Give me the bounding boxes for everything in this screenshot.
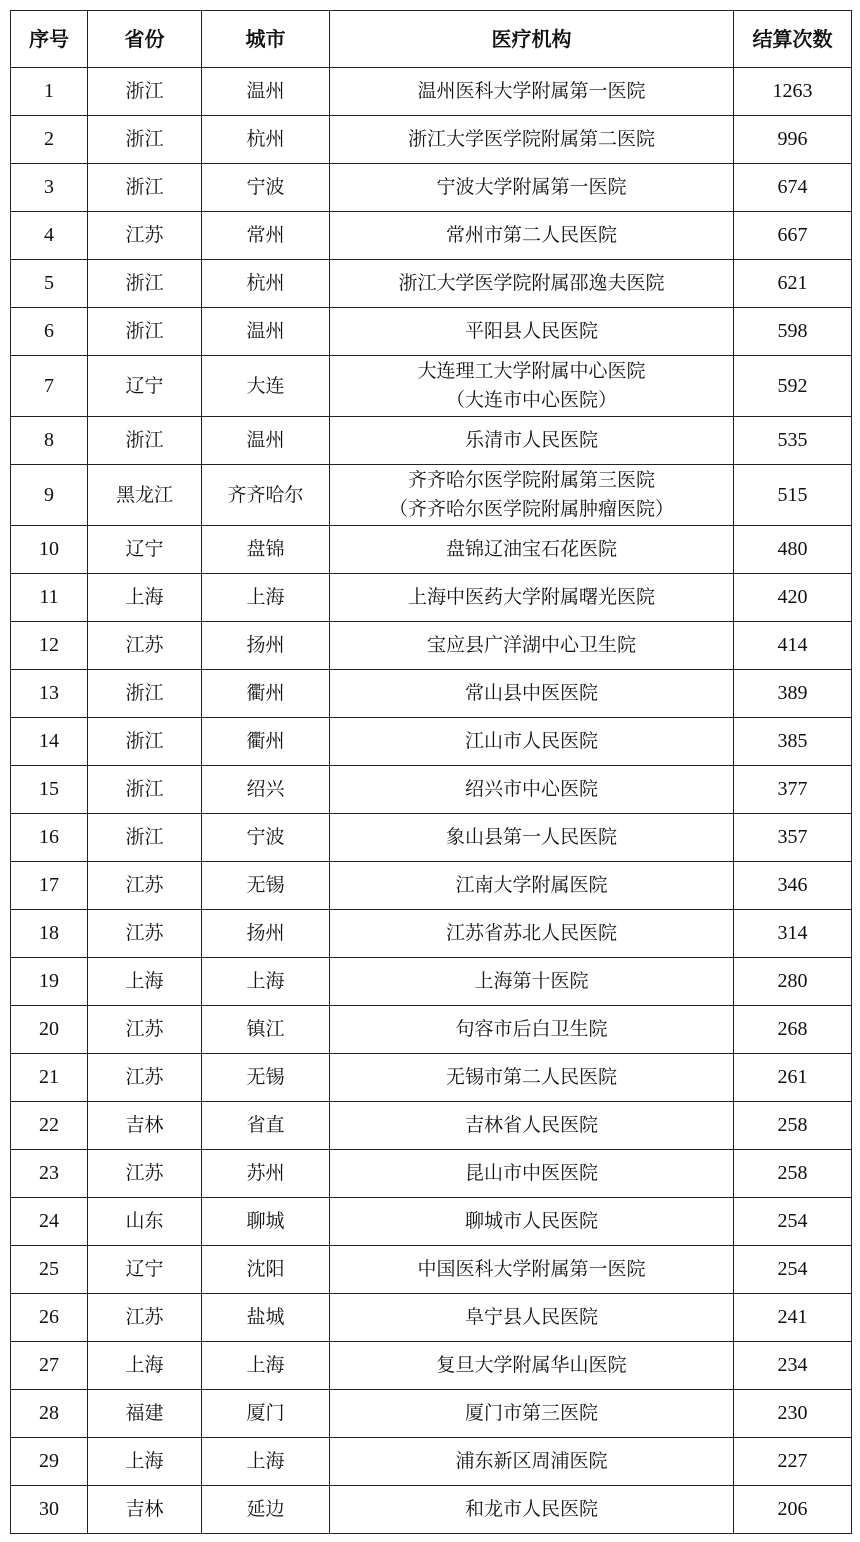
table-row: [11, 164, 852, 212]
cell-institution: [330, 670, 734, 718]
cell-institution: [330, 766, 734, 814]
table-row: [11, 356, 852, 417]
cell-province: 吉林: [88, 1486, 202, 1534]
table-row: [11, 260, 852, 308]
table-row: [11, 862, 852, 910]
cell-count: 389: [734, 670, 852, 718]
cell-count: 254: [734, 1246, 852, 1294]
table-row: [11, 1198, 852, 1246]
table-row: [11, 622, 852, 670]
cell-count: 996: [734, 116, 852, 164]
cell-institution: [330, 1342, 734, 1390]
header-index: 序号: [11, 11, 88, 68]
header-province: 省份: [88, 11, 202, 68]
cell-city: 宁波: [202, 164, 330, 212]
cell-province: 浙江: [88, 308, 202, 356]
institution-line: 聊城市人民医院: [464, 1210, 598, 1232]
table-row: [11, 1246, 852, 1294]
table-row: [11, 814, 852, 862]
cell-province: 福建: [88, 1390, 202, 1438]
cell-institution: [330, 1198, 734, 1246]
cell-city: 绍兴: [202, 766, 330, 814]
institution-line: 上海第十医院: [474, 970, 589, 992]
cell-city: 常州: [202, 212, 330, 260]
institution-line: 大连理工大学附属中心医院: [417, 360, 646, 382]
cell-institution: [330, 465, 734, 526]
institution-line: 上海中医药大学附属曙光医院: [407, 586, 655, 608]
cell-index: 24: [11, 1198, 88, 1246]
table-row: [11, 526, 852, 574]
cell-index: 29: [11, 1438, 88, 1486]
cell-city: 上海: [202, 958, 330, 1006]
table-row: [11, 670, 852, 718]
header-city: 城市: [202, 11, 330, 68]
table-row: [11, 574, 852, 622]
cell-city: 无锡: [202, 1054, 330, 1102]
cell-count: 535: [734, 417, 852, 465]
cell-city: 温州: [202, 417, 330, 465]
cell-city: 扬州: [202, 910, 330, 958]
institution-line: 浦东新区周浦医院: [455, 1450, 608, 1472]
cell-institution: [330, 1102, 734, 1150]
cell-index: 3: [11, 164, 88, 212]
table-row: [11, 1054, 852, 1102]
cell-count: 261: [734, 1054, 852, 1102]
table-row: [11, 958, 852, 1006]
cell-city: 大连: [202, 356, 330, 417]
cell-count: 254: [734, 1198, 852, 1246]
cell-count: 674: [734, 164, 852, 212]
cell-index: 10: [11, 526, 88, 574]
cell-index: 12: [11, 622, 88, 670]
institution-line: 常州市第二人民医院: [445, 224, 617, 246]
institution-line: 宁波大学附属第一医院: [436, 176, 627, 198]
cell-institution: [330, 417, 734, 465]
cell-city: 上海: [202, 1342, 330, 1390]
cell-city: 盘锦: [202, 526, 330, 574]
institution-line: 中国医科大学附属第一医院: [417, 1258, 646, 1280]
cell-institution: [330, 814, 734, 862]
cell-province: 浙江: [88, 417, 202, 465]
table-row: [11, 308, 852, 356]
cell-institution: [330, 164, 734, 212]
cell-city: 温州: [202, 308, 330, 356]
cell-institution: [330, 1486, 734, 1534]
cell-city: 延边: [202, 1486, 330, 1534]
cell-city: 沈阳: [202, 1246, 330, 1294]
cell-institution: [330, 308, 734, 356]
cell-province: 浙江: [88, 68, 202, 116]
header-institution: 医疗机构: [330, 11, 734, 68]
cell-count: 346: [734, 862, 852, 910]
table-row: [11, 116, 852, 164]
cell-index: 5: [11, 260, 88, 308]
institution-line: 绍兴市中心医院: [464, 778, 598, 800]
cell-province: 江苏: [88, 1054, 202, 1102]
cell-count: 227: [734, 1438, 852, 1486]
institution-line: 象山县第一人民医院: [445, 826, 617, 848]
cell-count: 314: [734, 910, 852, 958]
cell-count: 234: [734, 1342, 852, 1390]
cell-count: 357: [734, 814, 852, 862]
cell-city: 上海: [202, 1438, 330, 1486]
cell-province: 浙江: [88, 670, 202, 718]
cell-province: 浙江: [88, 814, 202, 862]
table-row: [11, 1342, 852, 1390]
cell-count: 280: [734, 958, 852, 1006]
cell-index: 13: [11, 670, 88, 718]
cell-institution: [330, 1054, 734, 1102]
cell-index: 22: [11, 1102, 88, 1150]
institution-line: 江山市人民医院: [464, 730, 598, 752]
cell-province: 浙江: [88, 260, 202, 308]
cell-institution: [330, 622, 734, 670]
table-row: [11, 910, 852, 958]
cell-province: 江苏: [88, 1006, 202, 1054]
cell-province: 浙江: [88, 718, 202, 766]
cell-institution: [330, 1390, 734, 1438]
cell-province: 浙江: [88, 164, 202, 212]
cell-index: 6: [11, 308, 88, 356]
table-row: [11, 465, 852, 526]
cell-index: 19: [11, 958, 88, 1006]
cell-city: 厦门: [202, 1390, 330, 1438]
cell-institution: [330, 718, 734, 766]
cell-index: 27: [11, 1342, 88, 1390]
cell-index: 9: [11, 465, 88, 526]
cell-city: 聊城: [202, 1198, 330, 1246]
cell-city: 温州: [202, 68, 330, 116]
cell-city: 齐齐哈尔: [202, 465, 330, 526]
table-row: [11, 1294, 852, 1342]
institution-line: 常山县中医医院: [464, 682, 598, 704]
header-row: [11, 11, 852, 68]
settlement-table: [10, 10, 852, 1534]
cell-province: 江苏: [88, 910, 202, 958]
institution-line: （齐齐哈尔医学院附属肿瘤医院）: [388, 498, 674, 520]
table-row: [11, 718, 852, 766]
cell-index: 2: [11, 116, 88, 164]
cell-province: 江苏: [88, 1150, 202, 1198]
institution-line: 复旦大学附属华山医院: [436, 1354, 627, 1376]
cell-institution: [330, 574, 734, 622]
table-row: [11, 417, 852, 465]
cell-count: 258: [734, 1150, 852, 1198]
cell-count: 667: [734, 212, 852, 260]
cell-province: 浙江: [88, 116, 202, 164]
cell-index: 20: [11, 1006, 88, 1054]
cell-province: 上海: [88, 574, 202, 622]
cell-province: 浙江: [88, 766, 202, 814]
table-row: [11, 212, 852, 260]
cell-institution: [330, 1246, 734, 1294]
cell-count: 230: [734, 1390, 852, 1438]
cell-institution: [330, 212, 734, 260]
cell-index: 8: [11, 417, 88, 465]
cell-province: 吉林: [88, 1102, 202, 1150]
cell-count: 592: [734, 356, 852, 417]
institution-line: 江南大学附属医院: [455, 874, 608, 896]
cell-institution: [330, 68, 734, 116]
institution-line: 温州医科大学附属第一医院: [417, 80, 646, 102]
cell-count: 258: [734, 1102, 852, 1150]
institution-line: 乐清市人民医院: [464, 429, 598, 451]
cell-institution: [330, 910, 734, 958]
cell-index: 26: [11, 1294, 88, 1342]
institution-line: 无锡市第二人民医院: [445, 1066, 617, 1088]
cell-institution: [330, 356, 734, 417]
cell-index: 1: [11, 68, 88, 116]
cell-count: 621: [734, 260, 852, 308]
table-row: [11, 1486, 852, 1534]
cell-institution: [330, 1006, 734, 1054]
cell-count: 598: [734, 308, 852, 356]
cell-city: 苏州: [202, 1150, 330, 1198]
institution-line: 吉林省人民医院: [464, 1114, 598, 1136]
cell-index: 25: [11, 1246, 88, 1294]
institution-line: 江苏省苏北人民医院: [445, 922, 617, 944]
cell-institution: [330, 1438, 734, 1486]
cell-city: 扬州: [202, 622, 330, 670]
cell-index: 16: [11, 814, 88, 862]
cell-count: 268: [734, 1006, 852, 1054]
cell-city: 盐城: [202, 1294, 330, 1342]
cell-institution: [330, 1150, 734, 1198]
cell-count: 206: [734, 1486, 852, 1534]
cell-province: 辽宁: [88, 356, 202, 417]
cell-province: 山东: [88, 1198, 202, 1246]
table-row: [11, 68, 852, 116]
cell-index: 23: [11, 1150, 88, 1198]
cell-institution: [330, 862, 734, 910]
cell-institution: [330, 1294, 734, 1342]
cell-institution: [330, 260, 734, 308]
cell-index: 11: [11, 574, 88, 622]
cell-province: 上海: [88, 1342, 202, 1390]
cell-count: 414: [734, 622, 852, 670]
institution-line: 平阳县人民医院: [464, 320, 598, 342]
cell-province: 辽宁: [88, 1246, 202, 1294]
table-row: [11, 1102, 852, 1150]
table-row: [11, 1006, 852, 1054]
cell-province: 江苏: [88, 1294, 202, 1342]
cell-index: 14: [11, 718, 88, 766]
cell-count: 385: [734, 718, 852, 766]
cell-province: 江苏: [88, 212, 202, 260]
settlement-table-container: [10, 10, 851, 1534]
cell-index: 17: [11, 862, 88, 910]
cell-institution: [330, 526, 734, 574]
institution-line: （大连市中心医院）: [445, 389, 617, 411]
cell-count: 377: [734, 766, 852, 814]
cell-count: 241: [734, 1294, 852, 1342]
institution-line: 和龙市人民医院: [464, 1498, 598, 1520]
cell-province: 江苏: [88, 622, 202, 670]
cell-province: 上海: [88, 958, 202, 1006]
cell-index: 4: [11, 212, 88, 260]
cell-index: 7: [11, 356, 88, 417]
cell-count: 1263: [734, 68, 852, 116]
cell-city: 省直: [202, 1102, 330, 1150]
cell-city: 镇江: [202, 1006, 330, 1054]
cell-city: 杭州: [202, 260, 330, 308]
table-row: [11, 1390, 852, 1438]
cell-index: 18: [11, 910, 88, 958]
institution-line: 阜宁县人民医院: [464, 1306, 598, 1328]
table-row: [11, 1438, 852, 1486]
cell-index: 21: [11, 1054, 88, 1102]
cell-province: 黑龙江: [88, 465, 202, 526]
institution-line: 浙江大学医学院附属第二医院: [407, 128, 655, 150]
institution-line: 厦门市第三医院: [464, 1402, 598, 1424]
table-body: [11, 68, 852, 1534]
cell-province: 江苏: [88, 862, 202, 910]
cell-index: 28: [11, 1390, 88, 1438]
cell-province: 上海: [88, 1438, 202, 1486]
cell-city: 无锡: [202, 862, 330, 910]
cell-count: 480: [734, 526, 852, 574]
cell-province: 辽宁: [88, 526, 202, 574]
institution-line: 浙江大学医学院附属邵逸夫医院: [398, 272, 665, 294]
cell-city: 衢州: [202, 718, 330, 766]
institution-line: 昆山市中医医院: [464, 1162, 598, 1184]
institution-line: 句容市后白卫生院: [455, 1018, 608, 1040]
cell-count: 515: [734, 465, 852, 526]
institution-line: 盘锦辽油宝石花医院: [445, 538, 617, 560]
cell-count: 420: [734, 574, 852, 622]
cell-city: 宁波: [202, 814, 330, 862]
cell-institution: [330, 116, 734, 164]
table-row: [11, 1150, 852, 1198]
header-count: 结算次数: [734, 11, 852, 68]
cell-index: 15: [11, 766, 88, 814]
cell-institution: [330, 958, 734, 1006]
cell-index: 30: [11, 1486, 88, 1534]
table-row: [11, 766, 852, 814]
cell-city: 杭州: [202, 116, 330, 164]
institution-line: 宝应县广洋湖中心卫生院: [426, 634, 636, 656]
institution-line: 齐齐哈尔医学院附属第三医院: [407, 469, 655, 491]
cell-city: 上海: [202, 574, 330, 622]
cell-city: 衢州: [202, 670, 330, 718]
